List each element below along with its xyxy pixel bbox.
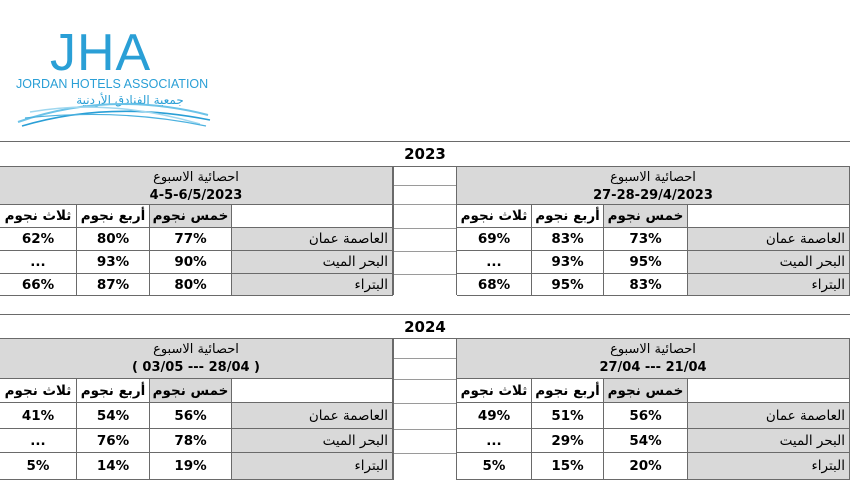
header-four-stars: أربع نجوم xyxy=(532,379,604,403)
week-title-2024-right xyxy=(457,339,850,379)
five-star-value: 20% xyxy=(604,453,688,480)
region-label: البتراء xyxy=(688,274,850,296)
four-star-value: 80% xyxy=(77,228,150,251)
four-star-value: 93% xyxy=(77,251,150,274)
four-star-value: 93% xyxy=(532,251,604,274)
three-star-value: 68% xyxy=(457,274,532,296)
region-label: البحر الميت xyxy=(232,251,393,274)
three-star-value: 5% xyxy=(0,453,77,480)
three-star-value: 69% xyxy=(457,228,532,251)
table-row xyxy=(0,251,850,274)
five-star-value: 19% xyxy=(150,453,232,480)
logo-graphic xyxy=(10,20,215,130)
header-four-stars: أربع نجوم xyxy=(532,205,604,228)
week-title-2023-right xyxy=(457,167,850,205)
table-row xyxy=(0,274,850,296)
week-dates: 27-28-29/4/2023 xyxy=(593,188,713,203)
five-star-value: 77% xyxy=(150,228,232,251)
header-four-stars: أربع نجوم xyxy=(77,379,150,403)
four-star-value: 15% xyxy=(532,453,604,480)
five-star-value: 56% xyxy=(150,403,232,429)
logo-name-ar: جمعية الفنادق الأردنية xyxy=(76,93,184,107)
region-label: البتراء xyxy=(232,453,393,480)
logo-name-en: JORDAN HOTELS ASSOCIATION xyxy=(16,77,209,91)
region-label: العاصمة عمان xyxy=(688,403,850,429)
three-star-value: 49% xyxy=(457,403,532,429)
region-label: العاصمة عمان xyxy=(232,228,393,251)
table-row xyxy=(0,429,850,453)
week-title-2023-left xyxy=(0,167,393,205)
header-blank xyxy=(232,205,393,228)
header-blank xyxy=(688,379,850,403)
week-dates: ( 03/05 --- 28/04 ) xyxy=(131,360,261,375)
header-three-stars: ثلاث نجوم xyxy=(457,205,532,228)
table-row xyxy=(0,228,850,251)
header-three-stars: ثلاث نجوم xyxy=(457,379,532,403)
three-star-value: 66% xyxy=(0,274,77,296)
header-five-stars: خمس نجوم xyxy=(150,205,232,228)
header-row-2024 xyxy=(0,379,850,403)
four-star-value: 76% xyxy=(77,429,150,453)
region-label: العاصمة عمان xyxy=(232,403,393,429)
three-star-value: ... xyxy=(457,251,532,274)
week-dates: 27/04 --- 21/04 xyxy=(599,360,707,375)
five-star-value: 78% xyxy=(150,429,232,453)
five-star-value: 54% xyxy=(604,429,688,453)
five-star-value: 90% xyxy=(150,251,232,274)
four-star-value: 95% xyxy=(532,274,604,296)
three-star-value: 41% xyxy=(0,403,77,429)
table-row xyxy=(0,403,850,429)
week-title-text: احصائية الاسبوع xyxy=(153,170,239,185)
header-five-stars: خمس نجوم xyxy=(150,379,232,403)
three-star-value: 62% xyxy=(0,228,77,251)
three-star-value: ... xyxy=(0,251,77,274)
region-label: العاصمة عمان xyxy=(688,228,850,251)
four-star-value: 87% xyxy=(77,274,150,296)
five-star-value: 56% xyxy=(604,403,688,429)
header-five-stars: خمس نجوم xyxy=(604,379,688,403)
header-blank xyxy=(232,379,393,403)
header-three-stars: ثلاث نجوم xyxy=(0,379,77,403)
region-label: البحر الميت xyxy=(688,429,850,453)
five-star-value: 83% xyxy=(604,274,688,296)
five-star-value: 80% xyxy=(150,274,232,296)
four-star-value: 83% xyxy=(532,228,604,251)
four-star-value: 51% xyxy=(532,403,604,429)
header-blank xyxy=(688,205,850,228)
logo-mark: JHA xyxy=(50,24,152,82)
region-label: البتراء xyxy=(688,453,850,480)
four-star-value: 54% xyxy=(77,403,150,429)
table-row xyxy=(0,453,850,480)
three-star-value: ... xyxy=(0,429,77,453)
header-row-2023 xyxy=(0,205,850,228)
four-star-value: 14% xyxy=(77,453,150,480)
week-title-text: احصائية الاسبوع xyxy=(610,170,696,185)
three-star-value: 5% xyxy=(457,453,532,480)
header-three-stars: ثلاث نجوم xyxy=(0,205,77,228)
week-dates: 4-5-6/5/2023 xyxy=(149,188,243,203)
three-star-value: ... xyxy=(457,429,532,453)
region-label: البحر الميت xyxy=(232,429,393,453)
jha-logo xyxy=(10,20,215,130)
year-heading-2023: 2023 xyxy=(0,141,850,167)
header-five-stars: خمس نجوم xyxy=(604,205,688,228)
week-title-2024-left xyxy=(0,339,393,379)
week-title-text: احصائية الاسبوع xyxy=(610,342,696,357)
five-star-value: 73% xyxy=(604,228,688,251)
region-label: البحر الميت xyxy=(688,251,850,274)
week-title-text: احصائية الاسبوع xyxy=(153,342,239,357)
four-star-value: 29% xyxy=(532,429,604,453)
five-star-value: 95% xyxy=(604,251,688,274)
year-heading-2024: 2024 xyxy=(0,314,850,339)
header-four-stars: أربع نجوم xyxy=(77,205,150,228)
region-label: البتراء xyxy=(232,274,393,296)
